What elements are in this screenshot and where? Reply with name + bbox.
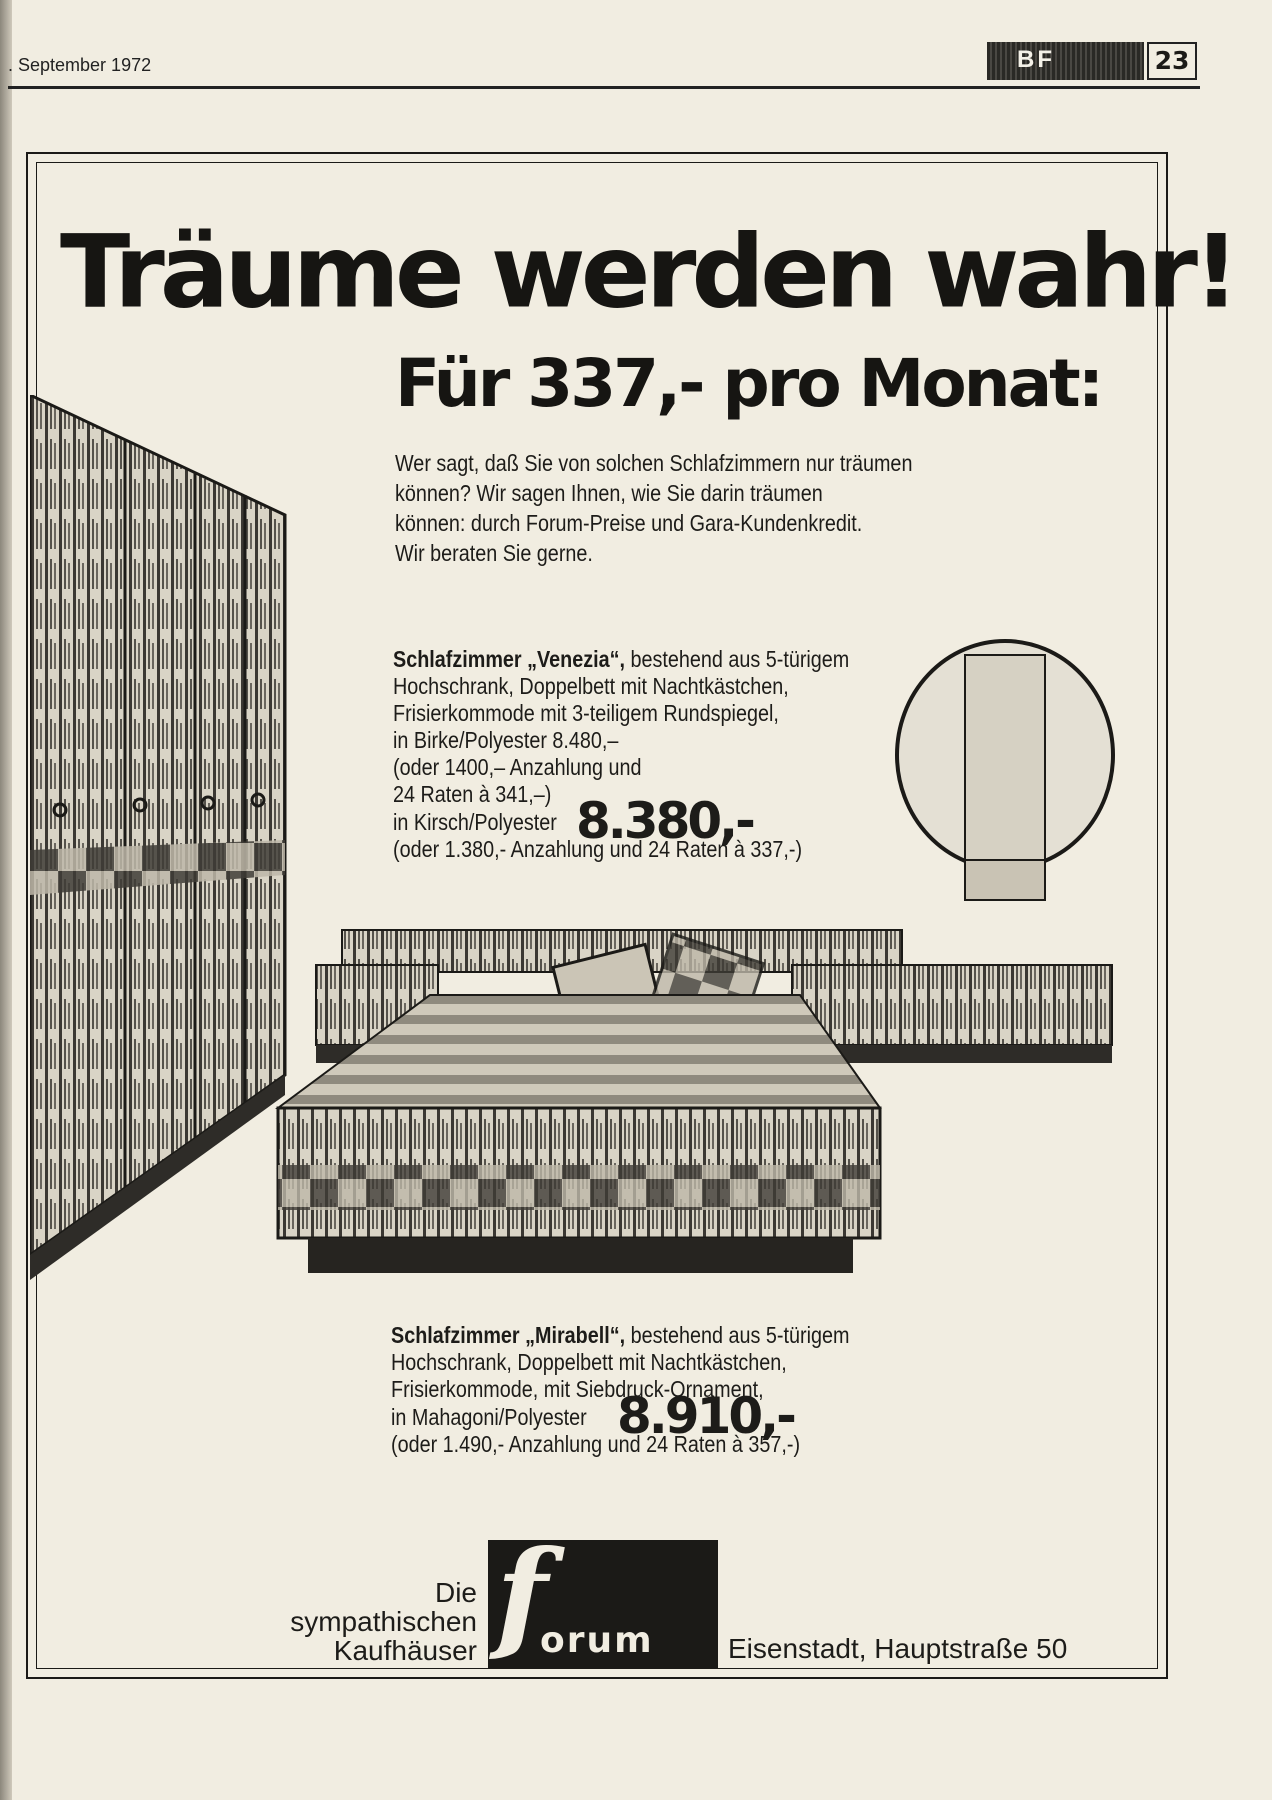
offer-text: in Birke/Polyester 8.480,– [393,727,619,753]
newspaper-brand: BF [987,42,1144,80]
store-address: Eisenstadt, Hauptstraße 50 [728,1633,1068,1664]
offer-text: Frisierkommode mit 3-teiligem Rundspiegel, [393,700,779,726]
forum-logo-text: orum [540,1620,654,1661]
offer-mirabell [391,1322,951,1458]
forum-logo-f-icon: f [496,1524,548,1665]
price-mirabell: 8.910,- [617,1387,794,1445]
offer-text: Hochschrank, Doppelbett mit Nachtkästchen, [391,1349,787,1375]
payment-terms: (oder 1.490,- Anzahlung und 24 Raten à 357,-) [391,1431,801,1457]
intro-line: Wer sagt, daß Sie von solchen Schlafzimmern nur träumen [395,450,913,476]
product-name-mirabell: Schlafzimmer „Mirabell“, [391,1322,626,1348]
price-label: in Mahagoni/Polyester [391,1404,587,1430]
price-venezia: 8.380,- [576,792,753,850]
ad-subheadline: Für 337,- pro Monat: [395,345,1102,422]
bed-base [308,1238,853,1273]
intro-line: Wir beraten Sie gerne. [395,540,593,566]
offer-text: bestehend aus 5-türigem [625,1322,850,1348]
offer-text: Frisierkommode, mit Siebdruck-Ornament, [391,1376,764,1402]
dresser-drawing [792,965,1112,1045]
price-label: in Kirsch/Polyester [393,809,557,835]
offer-text: Hochschrank, Doppelbett mit Nachtkästchen, [393,673,789,699]
intro-line: können? Wir sagen Ihnen, wie Sie darin träumen [395,480,823,506]
ad-headline: Träume werden wahr! [60,213,1235,331]
offer-text: bestehend aus 5-türigem [624,646,850,672]
intro-line: können: durch Forum-Preise und Gara-Kundenkredit. [395,510,863,536]
issue-date: . September 1972 [8,55,152,75]
header-rule [8,86,1200,89]
product-name-venezia: Schlafzimmer „Venezia“, [393,646,625,672]
offer-venezia [393,646,953,863]
store-tagline: Die sympathischen Kaufhäuser [290,1577,477,1666]
offer-text: (oder 1400,– Anzahlung und [393,754,642,780]
payment-terms: (oder 1.380,- Anzahlung und 24 Raten à 337,-) [393,836,803,862]
page-binding-edge [0,0,12,1800]
wardrobe-drawing [30,395,285,1280]
offer-text: 24 Raten à 341,–) [393,781,552,807]
page-number: 23 [1147,42,1197,80]
